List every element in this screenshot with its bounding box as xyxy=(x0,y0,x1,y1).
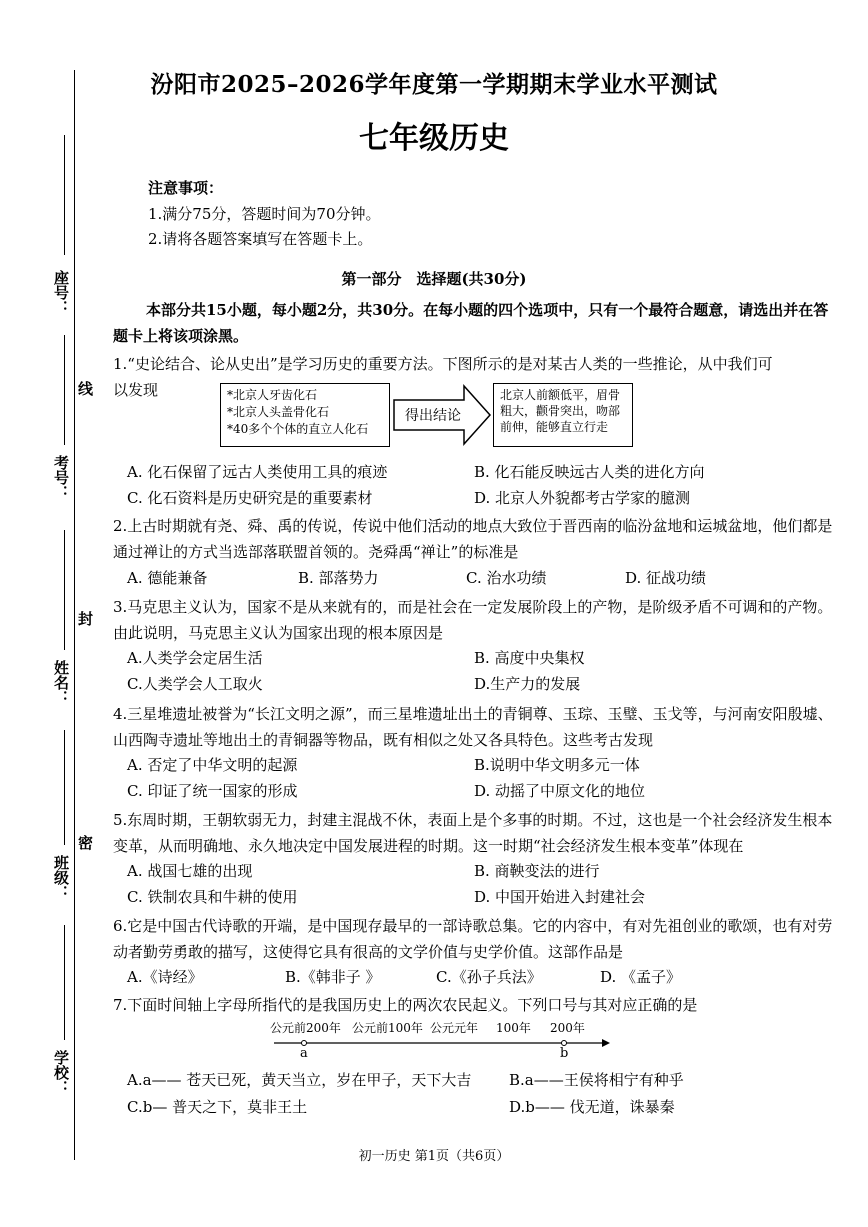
option[interactable]: D.生产力的发展 xyxy=(474,675,581,693)
option[interactable]: B.a——王侯将相宁有种乎 xyxy=(509,1071,684,1089)
option[interactable]: A. 战国七雄的出现 xyxy=(127,862,253,880)
question-4-stem: 4.三星堆遗址被誉为“长江文明之源”，而三星堆遗址出土的青铜尊、玉琮、玉璧、玉戈等，与河南安阳殷墟、山西陶寺遗址等地出土的青铜器等物品，既有相似之处又各具特色。这些考古发现 xyxy=(113,705,833,749)
page-subtitle: 七年级历史 xyxy=(359,121,509,156)
option[interactable]: A.a—— 苍天已死，黄天当立，岁在甲子，天下大吉 xyxy=(127,1071,472,1089)
question-6-stem: 6.它是中国古代诗歌的开端，是中国现存最早的一部诗歌总集。它的内容中，有对先祖创业的歌颂，也有对劳动者勤劳勇敢的描写，这使得它具有很高的文学价值与史学价值。这部作品是 xyxy=(113,917,833,961)
option[interactable]: D. 征战功绩 xyxy=(625,569,707,587)
option[interactable]: A. 否定了中华文明的起源 xyxy=(127,756,298,774)
notice-item: 2.请将各题答案填写在答题卡上。 xyxy=(148,230,373,248)
notice-heading: 注意事项： xyxy=(148,179,224,197)
school-field[interactable] xyxy=(64,925,65,1040)
option[interactable]: B.《韩非子 》 xyxy=(285,968,381,986)
name-label: 姓名： xyxy=(52,660,70,705)
timeline-marker-b: b xyxy=(560,1046,569,1061)
option[interactable]: C.b— 普天之下，莫非王土 xyxy=(127,1098,308,1116)
binding-char-line: 线 xyxy=(78,380,94,398)
option[interactable]: D. 《孟子》 xyxy=(600,968,682,986)
option[interactable]: D. 中国开始进入封建社会 xyxy=(474,888,646,906)
option[interactable]: C. 印证了统一国家的形成 xyxy=(127,782,298,800)
option[interactable]: D. 动摇了中原文化的地位 xyxy=(474,782,646,800)
question-2-stem: 2.上古时期就有尧、舜、禹的传说，传说中他们活动的地点大致位于晋西南的临汾盆地和运城盆地，他们都是通过禅让的方式当选部落联盟首领的。尧舜禹“禅让”的标准是 xyxy=(113,517,833,561)
timeline-tick-label: 100年 xyxy=(496,1021,531,1035)
option[interactable]: D. 北京人外貌都考古学家的臆测 xyxy=(474,489,691,507)
question-3-stem: 3.马克思主义认为，国家不是从来就有的，而是社会在一定发展阶段上的产物，是阶级矛盾不可调和的产物。由此说明，马克思主义认为国家出现的根本原因是 xyxy=(113,598,833,642)
timeline-tick-label: 公元前200年 xyxy=(270,1021,341,1035)
option[interactable]: C.《孙子兵法》 xyxy=(436,968,542,986)
timeline-tick-label: 公元前100年 xyxy=(352,1021,423,1035)
page-footer: 初一历史 第1页（共6页） xyxy=(358,1149,510,1164)
exam-number-label: 考号： xyxy=(52,455,70,500)
option[interactable]: B. 化石能反映远古人类的进化方向 xyxy=(474,463,705,481)
option[interactable]: B.说明中华文明多元一体 xyxy=(474,756,640,774)
section-title: 第一部分 选择题(共30分) xyxy=(341,270,527,288)
option[interactable]: B. 高度中央集权 xyxy=(474,649,585,667)
binding-line xyxy=(74,70,75,1160)
class-field[interactable] xyxy=(64,730,65,845)
notice-item: 1.满分75分，答题时间为70分钟。 xyxy=(148,205,381,223)
binding-char-seal: 封 xyxy=(78,610,94,628)
option[interactable]: B. 商鞅变法的进行 xyxy=(474,862,600,880)
option[interactable]: A.人类学会定居生活 xyxy=(127,649,263,667)
conclusion-box: 北京人前额低平，眉骨粗大，颧骨突出，吻部前伸，能够直立行走 xyxy=(493,383,633,447)
option[interactable]: A.《诗经》 xyxy=(127,968,203,986)
evidence-item: *40多个个体的直立人化石 xyxy=(227,422,369,436)
seat-number-label: 座号： xyxy=(52,270,70,315)
evidence-item: *北京人牙齿化石 xyxy=(227,388,318,402)
timeline-tick-label: 公元元年 xyxy=(430,1021,479,1035)
option[interactable]: C. 化石资料是历史研究是的重要素材 xyxy=(127,489,373,507)
binding-char-secret: 密 xyxy=(78,834,94,852)
option[interactable]: A. 德能兼备 xyxy=(127,569,208,587)
timeline-tick-label: 200年 xyxy=(550,1021,585,1035)
question-7-stem: 7.下面时间轴上字母所指代的是我国历史上的两次农民起义。下列口号与其对应正确的是 xyxy=(113,996,698,1014)
option[interactable]: A. 化石保留了远古人类使用工具的痕迹 xyxy=(127,463,388,481)
evidence-box xyxy=(220,383,390,447)
question-5-stem: 5.东周时期，王朝软弱无力，封建主混战不休，表面上是个多事的时期。不过，这也是一个社会经济发生根本变革，从而明确地、永久地决定中国发展进程的时期。这一时期“社会经济发生根本变革”体现在 xyxy=(113,811,833,855)
name-field[interactable] xyxy=(64,530,65,650)
section-intro: 本部分共15小题，每小题2分，共30分。在每小题的四个选项中，只有一个最符合题意，请选出并在答题卡上将该项涂黑。 xyxy=(113,301,829,345)
page-title: 汾阳市2025–2026学年度第一学期期末学业水平测试 xyxy=(150,71,718,98)
option[interactable]: C.人类学会人工取火 xyxy=(127,675,263,693)
exam-number-field[interactable] xyxy=(64,335,65,445)
arrow-label: 得出结论 xyxy=(405,408,461,424)
question-1-stem-cont: 以发现 xyxy=(113,381,159,399)
school-label: 学校： xyxy=(52,1050,70,1095)
option[interactable]: C. 铁制农具和牛耕的使用 xyxy=(127,888,298,906)
timeline-marker-a: a xyxy=(300,1046,308,1061)
option[interactable]: B. 部落势力 xyxy=(298,569,379,587)
evidence-item: *北京人头盖骨化石 xyxy=(227,405,330,419)
option[interactable]: C. 治水功绩 xyxy=(466,569,547,587)
question-1-stem: 1.“史论结合、论从史出”是学习历史的重要方法。下图所示的是对某古人类的一些推论，从中我们可 xyxy=(113,355,773,373)
option[interactable]: D.b—— 伐无道，诛暴秦 xyxy=(509,1098,675,1116)
class-label: 班级： xyxy=(52,855,70,900)
